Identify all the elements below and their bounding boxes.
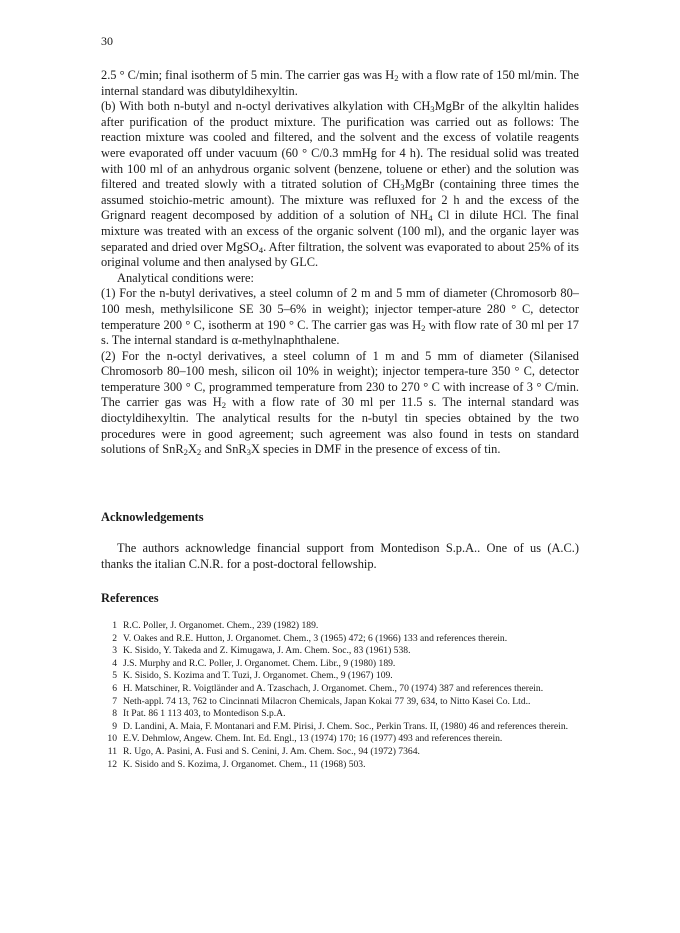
reference-number: 3: [112, 645, 117, 657]
reference-item: [101, 670, 579, 683]
reference-item: [101, 683, 579, 696]
reference-text: It Pat. 86 1 113 403, to Montedison S.p.A.: [123, 708, 286, 720]
reference-item: [101, 708, 579, 721]
reference-text: R.C. Poller, J. Organomet. Chem., 239 (1982) 189.: [123, 620, 319, 631]
reference-number: 10: [107, 733, 117, 745]
reference-item: [101, 733, 579, 746]
paragraph: 2.5 ° C/min; final isotherm of 5 min. The carrier gas was $H_2$ with a flow rate of 150 ml/min. The internal standard was dibutyldihexyltin.: [101, 68, 580, 98]
paragraph: (b) With both n-butyl and n-octyl derivatives alkylation with $CH_3MgBr$ of the alkyltin halides after purification of the product mixture. The purification was carried out as follows: The reaction mixture was cooled and filtered, and the solvent and the excess of volatile reagents were evaporated off under vacuum (60 ° C/0.3 mmHg for 4 h). The residual solid was treated with 100 ml of an anhydrous organic solvent (benzene, toluene or ether) and the solution was filtered and treated slowly with a titrated solution of $CH_3MgBr$ (containing three times the assumed stoichio-metric amount). The mixture was refluxed for 2 h and the excess of the Grignard reagent decomposed by addition of a solution of $NH_4$ Cl in dilute HCl. The final mixture was treated with an excess of the organic solvent (100 ml), and the organic layer was separated and dried over MgSO$_4$. After filtration, the solvent was evaporated to about 25% of its original volume and then analysed by GLC.: [101, 99, 580, 270]
acknowledgements-text: [101, 540, 579, 572]
reference-item: [101, 633, 579, 646]
reference-number: 1: [112, 620, 117, 631]
reference-number: 12: [107, 758, 117, 770]
reference-number: 7: [112, 695, 117, 707]
reference-item: [101, 696, 579, 709]
reference-number: 5: [112, 670, 117, 682]
reference-text: J.S. Murphy and R.C. Poller, J. Organomet. Chem. Libr., 9 (1980) 189.: [123, 657, 396, 669]
reference-list: [101, 620, 579, 771]
references-heading: References: [101, 591, 159, 605]
paragraph: (2) For the n-octyl derivatives, a steel column of 1 m and 5 mm of diameter (Silanised Chromosorb 80–100 mesh, silicon oil 10% in weight); injector tempera-ture 350 ° C, detector temperature 300 ° C, programmed temperature from 230 to 270 ° C with increase of 3 ° C/min. The carrier gas was $H_2$ with a flow rate of 30 ml per 11.5 s. The internal standard was dioctyldihexyltin. The analytical results for the n-butyl tin species obtained by the two procedures were in good agreement; such agreement was also found in tests on standard solutions of $SnR_2X_2$ and SnR$_3$X species in DMF in the presence of excess of tin.: [101, 348, 579, 458]
reference-text: K. Sisido, S. Kozima and T. Tuzi, J. Organomet. Chem., 9 (1967) 109.: [123, 670, 393, 682]
reference-text: D. Landini, A. Maia, F. Montanari and F.M. Pirisi, J. Chem. Soc., Perkin Trans. II, (1980) 46 and references therein.: [123, 720, 569, 732]
reference-item: [101, 620, 579, 633]
reference-text: K. Sisido, Y. Takeda and Z. Kimugawa, J. Am. Chem. Soc., 83 (1961) 538.: [123, 645, 411, 657]
acknowledgements-heading: Acknowledgements: [101, 510, 204, 524]
methods-text: [101, 68, 579, 458]
reference-text: Neth-appl. 74 13, 762 to Cincinnati Milacron Chemicals, Japan Kokai 77 39, 634, to Nitto Kasei Co. Ltd..: [123, 695, 531, 707]
reference-number: 6: [112, 682, 117, 694]
paragraph: (1) For the n-butyl derivatives, a steel column of 2 m and 5 mm of diameter (Chromosorb 80–100 mesh, methylsilicone SE 30 5–6% in weight); injector temper-ature 280 ° C, detector temperature 200 ° C, isotherm at 190 ° C. The carrier gas was $H_2$ with flow rate of 30 ml per 17 s. The internal standard is α-methylnaphthalene.: [101, 286, 579, 348]
reference-number: 8: [112, 708, 117, 720]
reference-number: 11: [107, 745, 117, 757]
reference-text: K. Sisido and S. Kozima, J. Organomet. Chem., 11 (1968) 503.: [123, 758, 366, 770]
reference-text: V. Oakes and R.E. Hutton, J. Organomet. Chem., 3 (1965) 472; 6 (1966) 133 and references therein.: [123, 632, 508, 644]
reference-text: H. Matschiner, R. Voigtländer and A. Tzaschach, J. Organomet. Chem., 70 (1974) 387 and references therein.: [123, 682, 544, 694]
reference-text: R. Ugo, A. Pasini, A. Fusi and S. Cenini, J. Am. Chem. Soc., 94 (1972) 7364.: [123, 745, 420, 757]
reference-number: 9: [112, 720, 117, 732]
paragraph: The authors acknowledge financial support from Montedison S.p.A.. One of us (A.C.) thanks the italian C.N.R. for a post-doctoral fellowship.: [101, 541, 579, 571]
reference-number: 2: [112, 632, 117, 644]
reference-number: 4: [112, 657, 117, 669]
reference-item: [101, 658, 579, 671]
reference-item: [101, 746, 579, 759]
paragraph: Analytical conditions were:: [117, 270, 254, 285]
reference-item: [101, 759, 579, 772]
reference-text: E.V. Dehmlow, Angew. Chem. Int. Ed. Engl., 13 (1974) 170; 16 (1977) 493 and references therein.: [123, 733, 503, 745]
page-number: 30: [101, 34, 113, 48]
reference-item: [101, 645, 579, 658]
reference-item: [101, 721, 579, 734]
